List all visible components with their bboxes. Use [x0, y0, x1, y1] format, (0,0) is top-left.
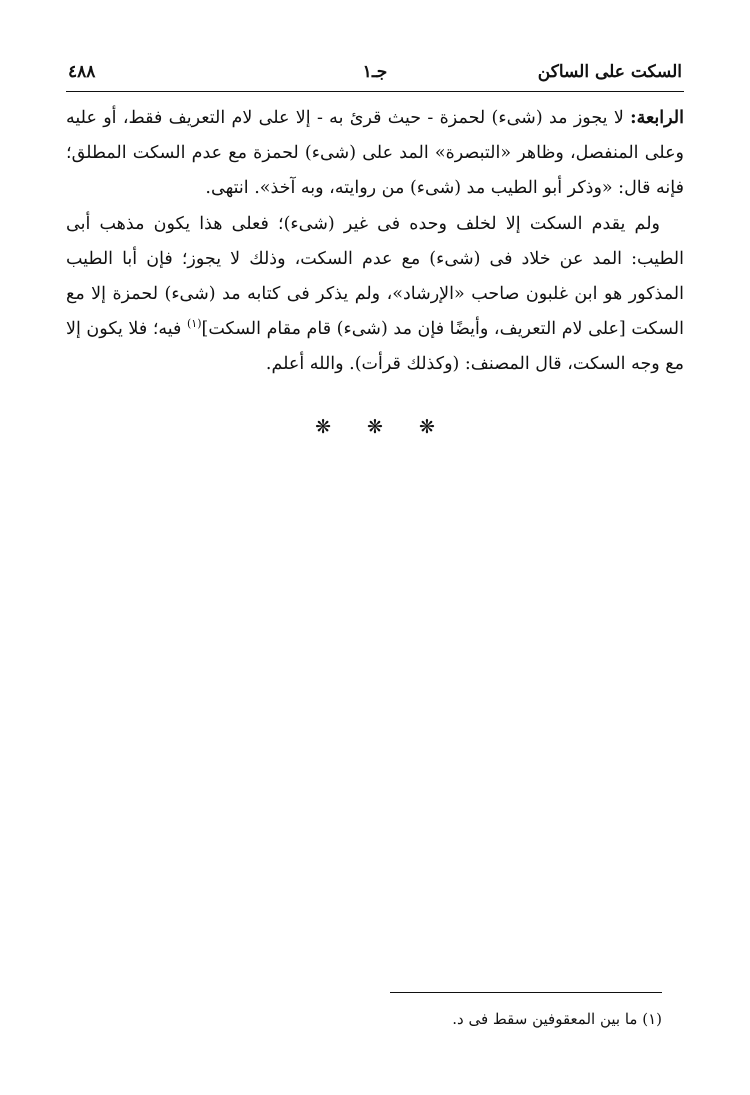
volume-label: جـ١: [362, 62, 388, 82]
footnote-divider: [390, 992, 662, 993]
paragraph-2-text-a: ولم يقدم السكت إلا لخلف وحده فى غير (شىء)؛ فعلى هذا يكون مذهب أبى الطيب: المد عن خلاد فى (شىء) مع عدم السكت، وذلك لا يجوز؛ فإن أبا الطيب المذكور هو ابن غلبون صاحب «الإرشاد»، ولم يذكر فى كتابه مد (شىء) لحمزة إلا مع السكت [على لام التعريف، وأيضًا فإن مد (شىء) قام مقام السكت]: [66, 213, 684, 340]
chapter-title: السكت على الساكن: [537, 62, 682, 82]
main-text: [66, 101, 684, 383]
running-header: [68, 62, 682, 88]
asterism-icon: ❋: [367, 416, 383, 438]
asterism-icon: ❋: [315, 416, 331, 438]
paragraph-2-text-b: فيه؛ فلا يكون إلا مع وجه السكت، قال المصنف: (وكذلك قرأت). والله أعلم.: [66, 319, 684, 375]
paragraph-lead: الرابعة:: [630, 108, 684, 128]
page-number: ٤٨٨: [68, 62, 96, 82]
section-ornament: [0, 416, 750, 446]
header-divider: [66, 91, 684, 92]
paragraph-2: [66, 207, 684, 383]
footnote-reference[interactable]: (١): [187, 317, 202, 331]
footnote: (١) ما بين المعقوفين سقط فى د.: [452, 1010, 662, 1028]
paragraph-1-text: لا يجوز مد (شىء) لحمزة - حيث قرئ به - إلا على لام التعريف فقط، أو عليه وعلى المنفصل، وظاهر «التبصرة» المد على (شىء) لحمزة مع عدم السكت المطلق؛ فإنه قال: «وذكر أبو الطيب مد (شىء) من روايته، وبه آخذ». انتهى.: [66, 108, 684, 199]
asterism-icon: ❋: [419, 416, 435, 438]
paragraph-1: [66, 101, 684, 207]
